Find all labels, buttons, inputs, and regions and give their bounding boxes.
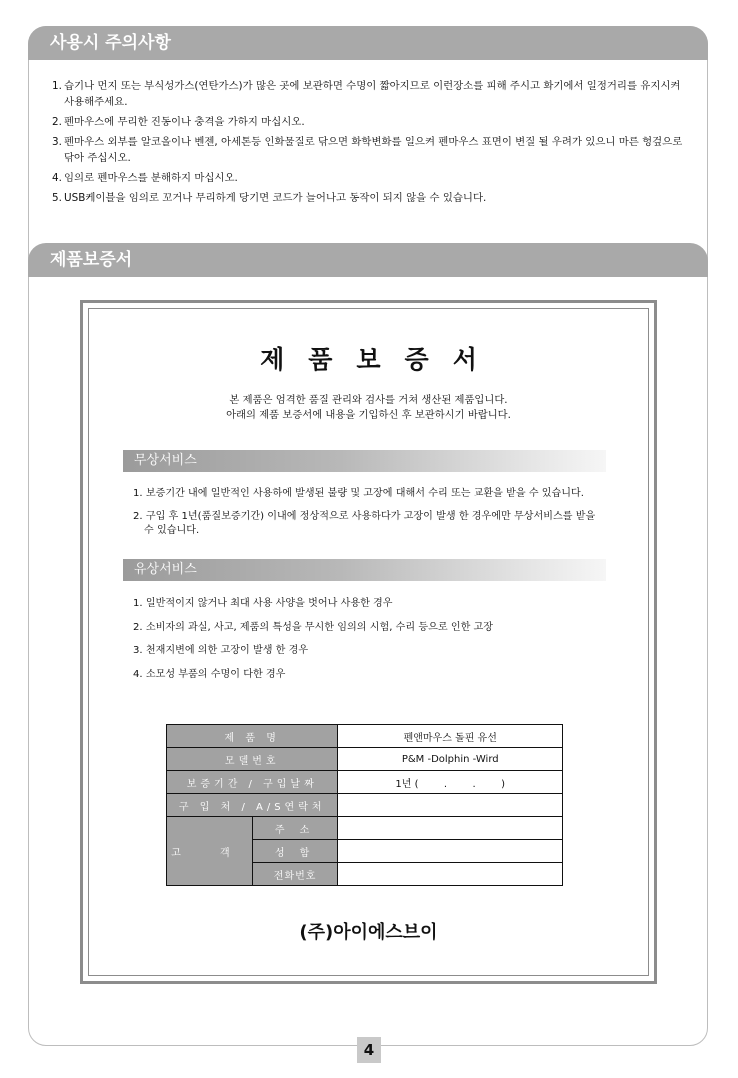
list-item: 2. 소비자의 과실, 사고, 제품의 특성을 무시한 임의의 시험, 수리 등으로 인한 고장 [133,621,494,633]
product-name-label: 제 품 명 [167,725,338,748]
address-label: 주 소 [252,817,338,840]
phone-label: 전화번호 [252,863,338,886]
list-item: 3. 천재지변에 의한 고장이 발생 한 경우 [133,645,309,656]
caution-item: 4. 임의로 펜마우스를 분해하지 마십시오. [52,172,238,184]
paid-service-heading: 유상서비스 [123,559,606,581]
intro-line: 본 제품은 엄격한 품질 관리와 검사를 거쳐 생산된 제품입니다. [229,394,508,406]
address-value[interactable] [338,817,563,840]
caution-item: 3. 펜마우스 외부를 알코올이나 벤젠, 아세톤등 인화물질로 닦으면 화학변화를 일으켜 펜마우스 표면이 변질 될 우려가 있으니 마른 헝겊으로 닦아 주십시오. [52,136,683,164]
warranty-info-table [166,724,563,886]
list-item: 1. 일반적이지 않거나 최대 사용 사양을 벗어나 사용한 경우 [133,598,393,609]
purchase-place-value[interactable] [338,794,563,817]
table-row [167,794,563,817]
customer-label: 고 객 [167,817,253,886]
warranty-section-title: 제품보증서 [28,243,708,277]
free-service-list [133,487,603,547]
free-service-heading: 무상서비스 [123,450,606,472]
table-row [167,817,563,840]
phone-value[interactable] [338,863,563,886]
table-row [167,725,563,748]
product-name-value: 펜앤마우스 돌핀 유선 [338,725,563,748]
model-number-label: 모델번호 [167,748,338,771]
company-name: (주)아이에스브이 [299,922,438,943]
caution-item: 2. 펜마우스에 무리한 진동이나 충격을 가하지 마십시오. [52,116,305,128]
list-item: 2. 구입 후 1년(품질보증기간) 이내에 정상적으로 사용하다가 고장이 발생 한 경우에만 무상서비스를 받을 수 있습니다. [133,511,596,536]
caution-item: 1. 습기나 먼지 또는 부식성가스(연탄가스)가 많은 곳에 보관하면 수명이 짧아지므로 이런장소를 피해 주시고 화기에서 일정거리를 유지시켜 사용해주세요. [52,80,681,108]
purchase-place-label: 구 입 처 / A/S연락처 [167,794,338,817]
caution-item: 5. USB케이블을 임의로 꼬거나 무리하게 당기면 코드가 늘어나고 동작이 되지 않을 수 있습니다. [52,192,487,204]
paid-service-list [133,597,603,691]
caution-section-title: 사용시 주의사항 [28,26,708,60]
certificate-title: 제품보증서 [260,345,501,374]
list-item: 4. 소모성 부품의 수명이 다한 경우 [133,668,286,680]
model-number-value: P&M -Dolphin -Wird [338,748,563,771]
table-row [167,748,563,771]
intro-line: 아래의 제품 보증서에 내용을 기입하신 후 보관하시기 바랍니다. [226,409,511,421]
customer-name-label: 성 함 [252,840,338,863]
warranty-period-label: 보증기간 / 구입날짜 [167,771,338,794]
page-number: 4 [357,1037,381,1063]
list-item: 1. 보증기간 내에 일반적인 사용하에 발생된 불량 및 고장에 대해서 수리 또는 교환을 받을 수 있습니다. [133,488,584,499]
warranty-period-value: 1년 ( . . ) [338,771,563,794]
certificate-intro [88,393,649,423]
caution-list [52,78,692,210]
table-row [167,771,563,794]
customer-name-value[interactable] [338,840,563,863]
